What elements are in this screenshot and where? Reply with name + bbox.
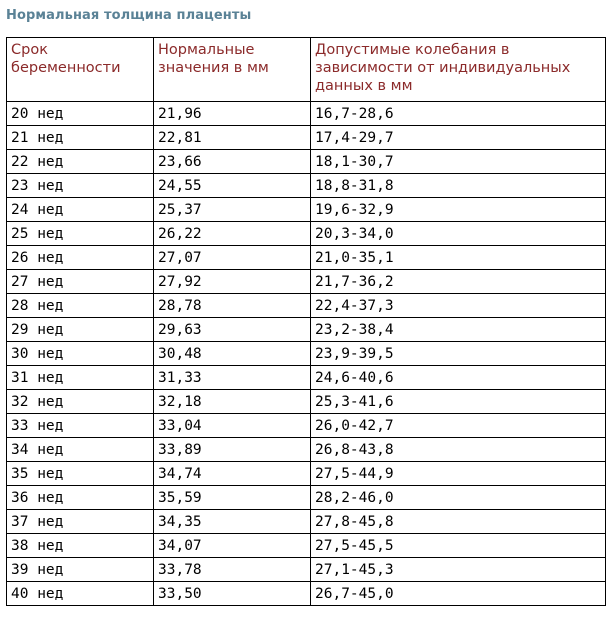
table-row	[7, 438, 605, 462]
cell-normal-value: 27,92	[154, 270, 311, 294]
table-header-row	[7, 38, 605, 102]
header-gestation-term: Срок беременности	[7, 38, 154, 102]
cell-normal-value: 33,50	[154, 582, 311, 605]
cell-allowed-range: 21,0-35,1	[311, 246, 605, 270]
header-allowed-range: Допустимые колебания в зависимости от индивидуальных данных в мм	[311, 38, 605, 102]
cell-normal-value: 32,18	[154, 390, 311, 414]
table-row	[7, 198, 605, 222]
cell-gestation-week: 33 нед	[7, 414, 154, 438]
header-normal-values: Нормальные значения в мм	[154, 38, 311, 102]
table-row	[7, 390, 605, 414]
table-row	[7, 246, 605, 270]
table-row	[7, 222, 605, 246]
cell-normal-value: 21,96	[154, 102, 311, 126]
cell-gestation-week: 39 нед	[7, 558, 154, 582]
cell-allowed-range: 28,2-46,0	[311, 486, 605, 510]
cell-allowed-range: 19,6-32,9	[311, 198, 605, 222]
cell-gestation-week: 30 нед	[7, 342, 154, 366]
cell-allowed-range: 22,4-37,3	[311, 294, 605, 318]
cell-allowed-range: 23,9-39,5	[311, 342, 605, 366]
cell-normal-value: 29,63	[154, 318, 311, 342]
cell-allowed-range: 23,2-38,4	[311, 318, 605, 342]
cell-allowed-range: 18,8-31,8	[311, 174, 605, 198]
cell-normal-value: 34,74	[154, 462, 311, 486]
table-row	[7, 342, 605, 366]
table-row	[7, 462, 605, 486]
table-row	[7, 270, 605, 294]
cell-gestation-week: 28 нед	[7, 294, 154, 318]
cell-allowed-range: 27,5-45,5	[311, 534, 605, 558]
table-row	[7, 486, 605, 510]
cell-gestation-week: 22 нед	[7, 150, 154, 174]
table-row	[7, 150, 605, 174]
cell-allowed-range: 27,8-45,8	[311, 510, 605, 534]
cell-normal-value: 27,07	[154, 246, 311, 270]
cell-allowed-range: 21,7-36,2	[311, 270, 605, 294]
cell-allowed-range: 16,7-28,6	[311, 102, 605, 126]
cell-gestation-week: 29 нед	[7, 318, 154, 342]
table-row	[7, 366, 605, 390]
cell-gestation-week: 21 нед	[7, 126, 154, 150]
cell-allowed-range: 27,5-44,9	[311, 462, 605, 486]
cell-gestation-week: 24 нед	[7, 198, 154, 222]
cell-normal-value: 31,33	[154, 366, 311, 390]
cell-normal-value: 35,59	[154, 486, 311, 510]
cell-allowed-range: 17,4-29,7	[311, 126, 605, 150]
cell-gestation-week: 40 нед	[7, 582, 154, 605]
table-row	[7, 558, 605, 582]
cell-allowed-range: 20,3-34,0	[311, 222, 605, 246]
page-title: Нормальная толщина плаценты	[6, 8, 252, 23]
cell-allowed-range: 26,7-45,0	[315, 586, 394, 602]
cell-gestation-week: 31 нед	[7, 366, 154, 390]
table-row	[7, 126, 605, 150]
cell-allowed-range: 27,1-45,3	[311, 558, 605, 582]
cell-normal-value: 28,78	[154, 294, 311, 318]
cell-gestation-week: 32 нед	[7, 390, 154, 414]
cell-allowed-range: 25,3-41,6	[311, 390, 605, 414]
cell-allowed-range: 24,6-40,6	[311, 366, 605, 390]
cell-allowed-range: 26,8-43,8	[311, 438, 605, 462]
cell-normal-value: 23,66	[154, 150, 311, 174]
cell-normal-value: 34,07	[154, 534, 311, 558]
cell-normal-value: 25,37	[154, 198, 311, 222]
table-row	[7, 174, 605, 198]
cell-gestation-week: 37 нед	[7, 510, 154, 534]
cell-normal-value: 33,04	[154, 414, 311, 438]
cell-gestation-week: 36 нед	[7, 486, 154, 510]
cell-normal-value: 33,78	[154, 558, 311, 582]
cell-gestation-week: 35 нед	[7, 462, 154, 486]
table-row	[7, 294, 605, 318]
placenta-thickness-table	[6, 37, 606, 606]
cell-normal-value: 30,48	[154, 342, 311, 366]
cell-gestation-week: 26 нед	[7, 246, 154, 270]
cell-normal-value: 24,55	[154, 174, 311, 198]
table-row	[7, 318, 605, 342]
cell-gestation-week: 34 нед	[7, 438, 154, 462]
table-row	[7, 510, 605, 534]
table-body	[7, 102, 605, 605]
cell-allowed-range: 18,1-30,7	[311, 150, 605, 174]
table-row	[7, 582, 605, 605]
cell-gestation-week: 27 нед	[7, 270, 154, 294]
table-row	[7, 102, 605, 126]
cell-normal-value: 22,81	[154, 126, 311, 150]
cell-normal-value: 26,22	[154, 222, 311, 246]
cell-gestation-week: 38 нед	[7, 534, 154, 558]
cell-gestation-week: 25 нед	[7, 222, 154, 246]
cell-gestation-week: 20 нед	[7, 102, 154, 126]
cell-allowed-range: 26,0-42,7	[311, 414, 605, 438]
table-row	[7, 414, 605, 438]
cell-normal-value: 33,89	[154, 438, 311, 462]
cell-normal-value: 34,35	[154, 510, 311, 534]
cell-gestation-week: 23 нед	[7, 174, 154, 198]
table-row	[7, 534, 605, 558]
